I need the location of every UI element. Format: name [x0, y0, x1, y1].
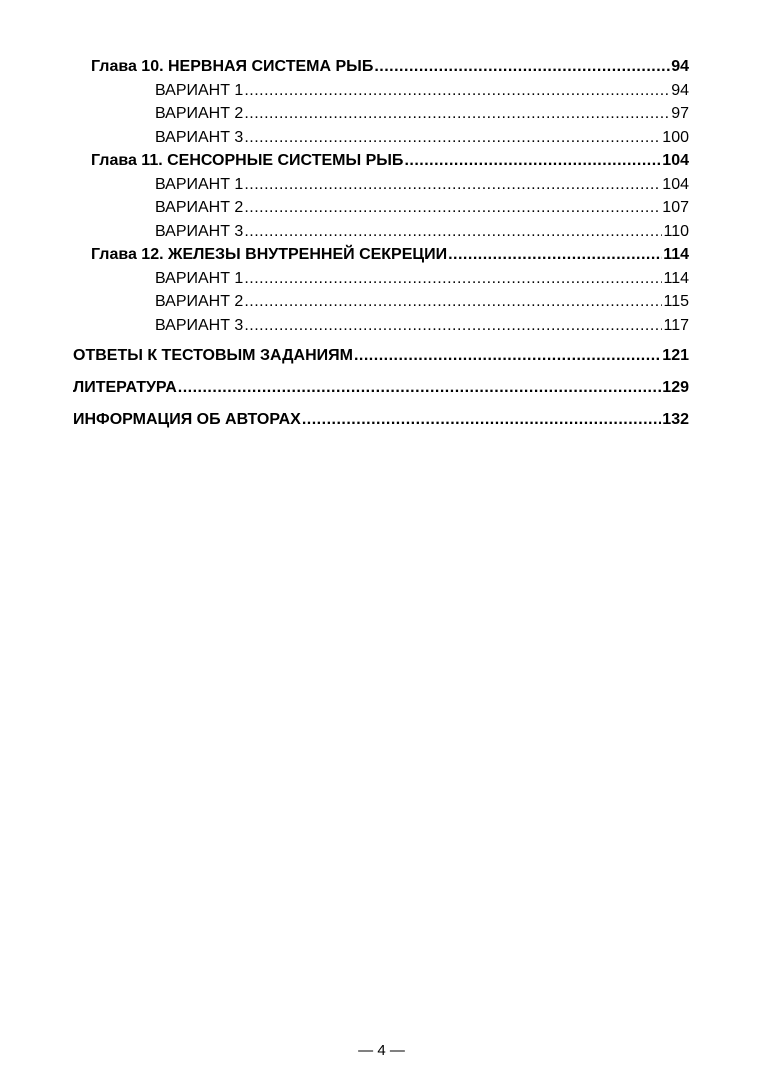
- toc-entry-page: 104: [662, 176, 689, 193]
- toc-leader-dots: [244, 269, 662, 289]
- toc-entry-title: ВАРИАНТ 2: [155, 199, 244, 216]
- toc-entry-page: 132: [662, 411, 689, 428]
- toc-entry-chapter-10[interactable]: [91, 57, 689, 77]
- toc-leader-dots: [244, 198, 661, 218]
- toc-entry-variant[interactable]: [155, 292, 689, 312]
- toc-entry-variant[interactable]: [155, 128, 689, 148]
- toc-entry-page: 129: [662, 379, 689, 396]
- toc-entry-variant[interactable]: [155, 104, 689, 124]
- toc-entry-page: 94: [671, 82, 689, 99]
- toc-leader-dots: [244, 104, 670, 124]
- toc-entry-variant[interactable]: [155, 316, 689, 336]
- toc-entry-page: 114: [663, 246, 689, 263]
- toc-entry-title: ИНФОРМАЦИЯ ОБ АВТОРАХ: [73, 411, 301, 428]
- toc-leader-dots: [244, 222, 662, 242]
- toc-entry-title: ВАРИАНТ 3: [155, 129, 244, 146]
- toc-entry-title: ЛИТЕРАТУРА: [73, 379, 177, 396]
- toc-leader-dots: [244, 128, 661, 148]
- toc-entry-page: 114: [663, 270, 689, 287]
- toc-entry-answers[interactable]: [73, 346, 689, 366]
- toc-entry-page: 110: [663, 223, 689, 240]
- toc-entry-authors[interactable]: [73, 410, 689, 430]
- toc-entry-title: ВАРИАНТ 2: [155, 293, 244, 310]
- toc-entry-title: Глава 12. ЖЕЛЕЗЫ ВНУТРЕННЕЙ СЕКРЕЦИИ: [91, 246, 448, 263]
- toc-entry-title: ОТВЕТЫ К ТЕСТОВЫМ ЗАДАНИЯМ: [73, 347, 353, 364]
- toc-leader-dots: [448, 245, 662, 265]
- toc-leader-dots: [244, 175, 661, 195]
- toc-entry-chapter-12[interactable]: [91, 245, 689, 265]
- toc-entry-variant[interactable]: [155, 269, 689, 289]
- toc-leader-dots: [374, 57, 670, 77]
- toc-leader-dots: [302, 410, 661, 430]
- toc-entry-page: 104: [662, 152, 689, 169]
- toc-entry-chapter-11[interactable]: [91, 151, 689, 171]
- toc-entry-page: 121: [662, 347, 689, 364]
- toc-entry-page: 107: [662, 199, 689, 216]
- toc-entry-variant[interactable]: [155, 222, 689, 242]
- toc-leader-dots: [178, 378, 662, 398]
- toc-entry-variant[interactable]: [155, 81, 689, 101]
- toc-entry-page: 115: [663, 293, 689, 310]
- toc-entry-variant[interactable]: [155, 175, 689, 195]
- toc-entry-title: ВАРИАНТ 3: [155, 223, 244, 240]
- toc-entry-title: ВАРИАНТ 1: [155, 270, 244, 287]
- toc-entry-title: ВАРИАНТ 1: [155, 176, 244, 193]
- toc-entry-title: ВАРИАНТ 2: [155, 105, 244, 122]
- toc-entry-variant[interactable]: [155, 198, 689, 218]
- toc-entry-title: ВАРИАНТ 3: [155, 317, 244, 334]
- toc-entry-page: 97: [671, 105, 689, 122]
- toc-leader-dots: [354, 346, 661, 366]
- toc-entry-page: 117: [663, 317, 689, 334]
- toc-leader-dots: [404, 151, 661, 171]
- toc-leader-dots: [244, 316, 662, 336]
- toc-entry-title: ВАРИАНТ 1: [155, 82, 244, 99]
- toc-entry-page: 94: [671, 58, 689, 75]
- toc-entry-literature[interactable]: [73, 378, 689, 398]
- toc-entry-title: Глава 10. НЕРВНАЯ СИСТЕМА РЫБ: [91, 58, 374, 75]
- page-number: — 4 —: [358, 1042, 405, 1059]
- toc-entry-title: Глава 11. СЕНСОРНЫЕ СИСТЕМЫ РЫБ: [91, 152, 404, 169]
- toc-entry-page: 100: [662, 129, 689, 146]
- toc-leader-dots: [244, 81, 670, 101]
- toc-leader-dots: [244, 292, 662, 312]
